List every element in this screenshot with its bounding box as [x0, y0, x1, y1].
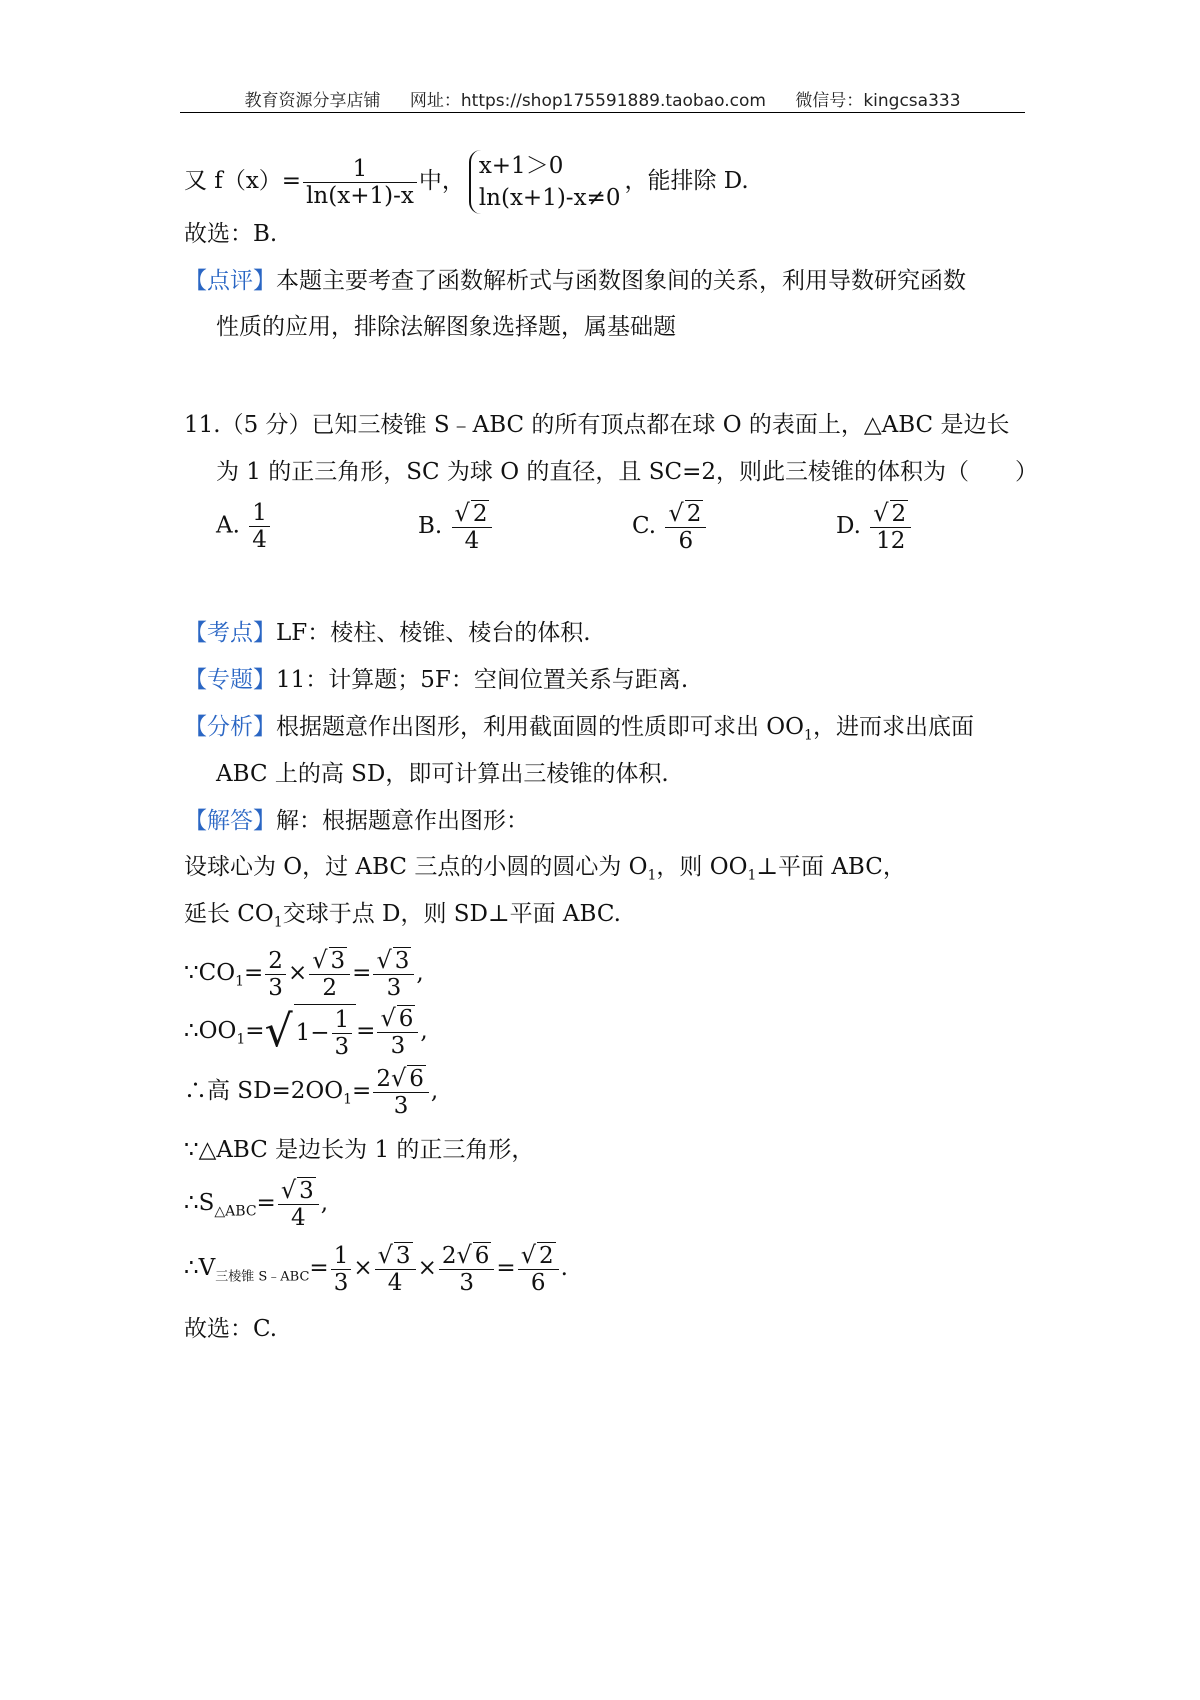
step-3: $\because CO_1=$ $\frac{2}{3}$ × $\frac{√ 3}{2}$ = $\frac{√ 3}{3}$ ,	[184, 946, 424, 1001]
option-c: C. $\frac{√ 2}{6}$	[632, 500, 708, 554]
page-header	[180, 86, 1025, 111]
step-1: 设球心为 O，过 ABC 三点的小圆的圆心为 $O_1$，则 $OO_1\perp$平面 ABC，	[184, 854, 906, 884]
kaodian-line: 【考点】LF：棱柱、棱锥、棱台的体积.	[184, 620, 591, 646]
q11-line-1: 11.（5 分）已知三棱锥 S﹣ABC 的所有顶点都在球 O 的表面上，△ABC 是边长	[184, 412, 1010, 438]
header-rule	[180, 112, 1025, 113]
step-5: ∴高 $SD=2OO_1=$ $\frac{2√ 6}{3}$ ,	[184, 1064, 439, 1119]
fenxi-line-1: 【分析】根据题意作出图形，利用截面圆的性质即可求出 $OO_1$，进而求出底面	[184, 714, 974, 744]
comment-line-2: 性质的应用，排除法解图象选择题，属基础题	[216, 314, 676, 340]
shop-url: 网址：https://shop175591889.taobao.com	[409, 91, 766, 111]
prev-answer: 故选：B.	[184, 221, 278, 247]
step-4: $\therefore OO_1=√$ 1− $\frac{1}{3}$ = $\frac{√ 6}{3}$ ,	[184, 1004, 428, 1060]
inequality-system: x+1＞0 ln(x+1)-x≠0	[469, 150, 621, 214]
option-a: A. $\frac{1}{4}$	[216, 500, 272, 553]
step-6: ∵△ABC 是边长为 1 的正三角形，	[184, 1137, 535, 1163]
comment-line-1: 【点评】本题主要考查了函数解析式与函数图象间的关系，利用导数研究函数	[184, 268, 966, 294]
final-answer: 故选：C.	[184, 1316, 278, 1342]
wechat-id: 微信号：kingcsa333	[795, 91, 961, 111]
comment-tag: 【点评】	[184, 268, 276, 294]
step-8: $\therefore V_{三棱锥 S﹣ABC}=$ $\frac{1}{3}$ × $\frac{√ 3}{4}$ × $\frac{2√ 6}{3}$ = $\frac{√ 2}{6}$ .	[184, 1241, 568, 1296]
option-d: D. $\frac{√ 2}{12}$	[836, 500, 913, 554]
prev-line-1: 又 f（x）= $\frac{1}{\ln(x+1)-x}$ 中， x+1＞0 ln(x+1)-x≠0 ，能排除 D.	[184, 150, 749, 214]
zhuanti-line: 【专题】11：计算题；5F：空间位置关系与距离.	[184, 667, 689, 693]
step-7: $\therefore S_{\triangle ABC}=$ $\frac{√ 3}{4}$ ,	[184, 1176, 329, 1231]
step-2: 延长 $CO_1$交球于点 D，则 SD⊥平面 ABC.	[184, 901, 621, 931]
fraction: $\frac{1}{\ln(x+1)-x}$	[303, 156, 417, 209]
shop-name: 教育资源分享店铺	[244, 91, 381, 111]
q11-line-2: 为 1 的正三角形，SC 为球 O 的直径，且 SC=2，则此三棱锥的体积为（ ）	[216, 459, 1038, 485]
option-b: B. $\frac{√ 2}{4}$	[418, 500, 494, 554]
fenxi-line-2: ABC 上的高 SD，即可计算出三棱锥的体积.	[216, 761, 669, 787]
jieda-line: 【解答】解：根据题意作出图形：	[184, 808, 529, 834]
